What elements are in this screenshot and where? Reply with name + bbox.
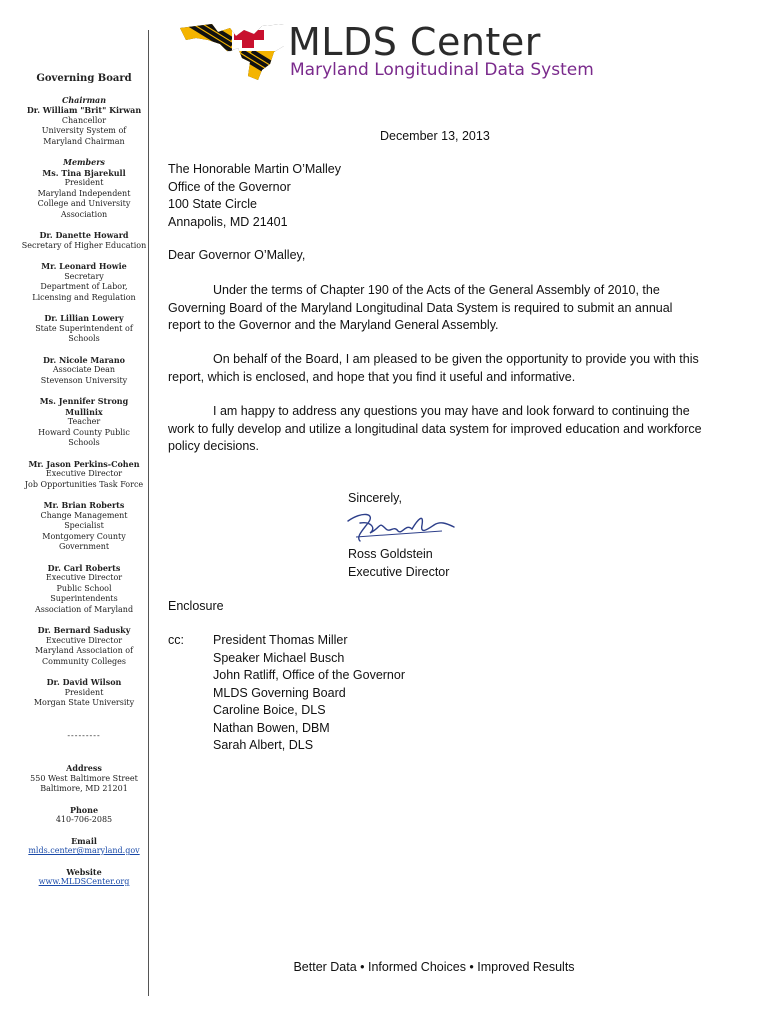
recipient-address — [168, 161, 341, 231]
email-link[interactable]: mlds.center@maryland.gov — [28, 846, 140, 855]
cc-recipient: President Thomas Miller — [213, 633, 348, 647]
website-link[interactable]: www.MLDSCenter.org — [38, 877, 130, 886]
cc-recipient: Speaker Michael Busch — [213, 650, 345, 665]
board-member-name: Mr. Jason Perkins-Cohen — [28, 458, 140, 469]
board-member-name: Dr. Nicole Marano — [42, 354, 126, 365]
cc-label: cc: — [168, 633, 184, 647]
board-member-role: Schools — [68, 438, 100, 447]
board-member — [20, 396, 148, 449]
board-member — [20, 677, 148, 709]
board-member-name: Mr. Leonard Howie — [41, 261, 127, 271]
board-member-name: Ms. Tina Bjarekull — [42, 167, 126, 178]
board-member-role: Executive Director — [45, 469, 123, 478]
paragraph-text: On behalf of the Board, I am pleased to be given the opportunity to provide you with this report, which is enclosed, and hope that you find it useful and informative. — [168, 352, 699, 384]
paragraph — [168, 351, 703, 386]
paragraph — [168, 403, 703, 456]
board-member-name: Dr. Bernard Sadusky — [37, 625, 131, 635]
signer-title: Executive Director — [348, 564, 450, 579]
board-member-role: Licensing and Regulation — [32, 292, 136, 302]
board-member — [20, 168, 148, 221]
board-member-role: Superintendents — [50, 594, 118, 603]
handwritten-signature — [342, 507, 462, 547]
board-member-name: Mr. Brian Roberts — [43, 500, 125, 510]
board-member — [20, 313, 148, 345]
governing-board-sidebar — [20, 74, 148, 898]
address-line: 550 West Baltimore Street — [30, 773, 138, 783]
board-member — [20, 625, 148, 667]
phone-number: 410-706-2085 — [55, 815, 113, 824]
chairman-block — [20, 105, 148, 147]
board-member-role: Secretary of Higher Education — [21, 240, 147, 250]
board-member-role: Change Management — [40, 510, 128, 520]
board-member-role: Maryland Independent — [37, 188, 131, 198]
board-member-role: College and University — [37, 199, 131, 208]
board-member-role: Howard County Public — [38, 427, 130, 437]
board-member-role: Government — [58, 542, 110, 551]
board-member — [20, 500, 148, 553]
board-member-name: Dr. David Wilson — [46, 677, 122, 687]
cc-recipient: Caroline Boice, DLS — [213, 703, 326, 717]
recipient-line: Office of the Governor — [168, 179, 291, 194]
email-block — [20, 836, 148, 857]
cc-recipient: MLDS Governing Board — [213, 685, 346, 700]
board-member-role: Associate Dean — [52, 365, 116, 374]
paragraph-text: I am happy to address any questions you may have and look forward to continuing the work to fully develop and utilize a longitudinal data system for improved education and workforce policy decisions. — [168, 404, 702, 453]
board-member-role: Schools — [68, 334, 100, 343]
members-label: Members — [63, 157, 105, 167]
board-member-role: Morgan State University — [33, 698, 135, 707]
board-member-name: Dr. Carl Roberts — [47, 562, 121, 573]
recipient-line: 100 State Circle — [168, 197, 257, 211]
mlds-logo — [178, 18, 598, 84]
address-line: Baltimore, MD 21201 — [40, 784, 128, 793]
paragraph-text: Under the terms of Chapter 190 of the Acts of the General Assembly of 2010, the Governing Board of the Maryland Longitudinal Data System is required to submit an annual report to the Governor and the Maryland General Assembly. — [168, 283, 673, 332]
board-member-role: Secretary — [64, 271, 104, 281]
sidebar-divider-rule — [148, 30, 149, 996]
board-member — [20, 261, 148, 303]
board-member — [20, 230, 148, 251]
board-member-role: Stevenson University — [40, 375, 128, 385]
board-member — [20, 355, 148, 387]
chairman-name: Dr. William "Brit" Kirwan — [26, 105, 142, 115]
board-member-role: Association of Maryland — [34, 604, 134, 614]
signer-name: Ross Goldstein — [348, 547, 433, 561]
board-member-role: Public School — [56, 583, 112, 593]
board-member-role: President — [64, 687, 104, 697]
sidebar-dashes: --------- — [67, 730, 101, 740]
paragraph — [168, 282, 703, 335]
board-member-name: Ms. Jennifer Strong Mullinix — [39, 396, 129, 417]
board-member-role: Executive Director — [45, 573, 123, 582]
cc-recipient: John Ratliff, Office of the Governor — [213, 668, 405, 682]
logo-title: MLDS Center — [288, 20, 541, 64]
members-list — [20, 168, 148, 709]
logo-subtitle: Maryland Longitudinal Data System — [290, 60, 594, 80]
recipient-line: The Honorable Martin O’Malley — [168, 162, 341, 176]
recipient-line: Annapolis, MD 21401 — [168, 214, 288, 229]
board-member-role: Community Colleges — [42, 656, 126, 666]
chairman-line: Maryland Chairman — [43, 136, 125, 146]
address-block — [20, 763, 148, 795]
salutation: Dear Governor O’Malley, — [168, 248, 306, 262]
board-member-role: Association — [60, 209, 108, 219]
board-member-role: Executive Director — [45, 635, 123, 645]
chairman-label: Chairman — [61, 94, 107, 105]
chairman-line: University System of — [41, 126, 127, 135]
closing: Sincerely, — [348, 491, 402, 505]
cc-recipient: Sarah Albert, DLS — [213, 738, 314, 752]
board-member-role: Specialist — [64, 521, 104, 530]
cc-recipient: Nathan Bowen, DBM — [213, 720, 330, 735]
board-member-role: President — [64, 178, 104, 187]
phone-block — [20, 805, 148, 826]
board-member-role: Department of Labor, — [40, 282, 128, 291]
board-member-role: Maryland Association of — [34, 646, 134, 655]
address-label: Address — [66, 763, 102, 773]
sidebar-heading: Governing Board — [36, 73, 132, 84]
board-member — [20, 459, 148, 491]
board-member-name: Dr. Lillian Lowery — [44, 313, 124, 323]
phone-label: Phone — [69, 804, 99, 815]
website-label: Website — [66, 866, 102, 877]
board-member-name: Dr. Danette Howard — [39, 230, 129, 240]
website-block — [20, 867, 148, 888]
board-member-role: Job Opportunities Task Force — [24, 479, 144, 489]
letter-date: December 13, 2013 — [380, 129, 490, 143]
email-label: Email — [71, 835, 97, 846]
cc-list — [213, 632, 405, 755]
enclosure-note: Enclosure — [168, 599, 224, 613]
footer-tagline: Better Data • Informed Choices • Improved Results — [293, 960, 575, 974]
signer-block — [348, 546, 449, 581]
chairman-line: Chancellor — [61, 115, 107, 125]
board-member — [20, 563, 148, 616]
board-member-role: Teacher — [67, 417, 101, 426]
board-member-role: Montgomery County — [42, 531, 126, 541]
board-member-role: State Superintendent of — [35, 323, 133, 333]
maryland-flag-map-icon — [178, 18, 286, 84]
